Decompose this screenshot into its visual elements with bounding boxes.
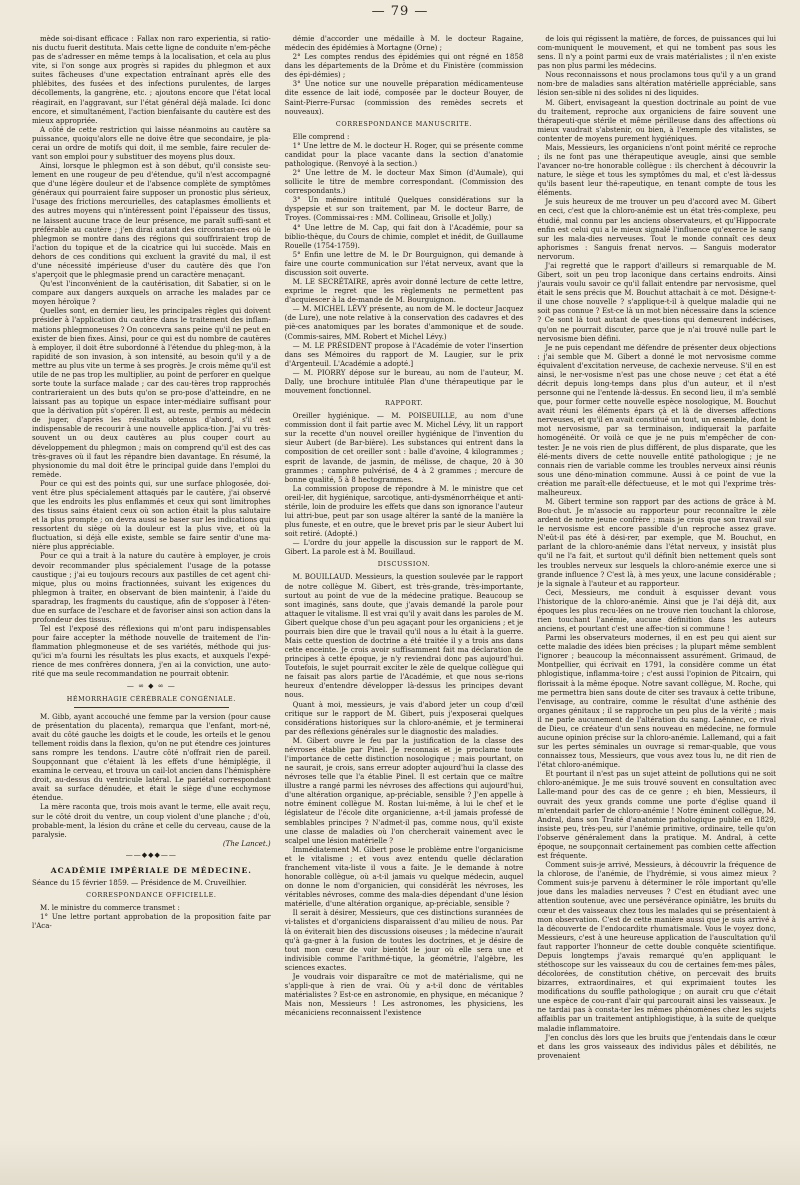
- page-folio: — 79 —: [371, 4, 429, 19]
- article-paragraph: 3° Une notice sur une nouvelle préparation médicamenteuse dite essence de lait iodé, composée par le docteur Bouyer, de Saint-Pierre-Fursac (commission des remèdes secrets et nouveaux).: [284, 79, 524, 116]
- article-paragraph: M. Gibert ouvre le feu par la justification de la classe des névroses établie par Pinel. Je reconnais et je proclame toute l'importance de cette distinction nosologique ; mais pourtant, on ne saurait, je crois, sans erreur adopter aujourd'hui la classe des névroses telle que l'a établie Pinel. Il est certain que ce maître illustre a rangé parmi les névroses des affections qui aujourd'hui, d'une altération organique, ap-préciable, sensible ? J'en appelle à notre éminent collègue M. Rostan lui-même, à lui le chef et le législateur de l'école dite organicienne, a-t-il jamais professé de semblables principes ? N'admet-il pas, comme nous, qu'il existe une classe de maladies où l'on chercherait vainement avec le scalpel une lésion matérielle ?: [284, 735, 524, 845]
- article-paragraph: A côté de cette restriction qui laisse néanmoins au cautère sa puissance, quoiqu'alors elle ne doive être que secondaire, je pla-cerai un ordre de motifs qui doit, il me semble, faire reculer de-vant son emploi pour y substituer des moyens plus doux.: [32, 124, 271, 162]
- article-paragraph: La mère raconta que, trois mois avant le terme, elle avait reçu, sur le côté droit du ventre, un coup violent d'une planche ; d'où, probable-ment, la lésion du crâne et celle du cerveau, cause de la paralysie.: [32, 802, 271, 839]
- article-paragraph: Je suis heureux de me trouver un peu d'accord avec M. Gibert en ceci, c'est que la chloro-anémie est un état très-complexe, peu étudié, mal connu par les anciens observateurs, et qu'Hippocrate enfin est celui qui a le mieux signalé l'influence qu'exerce le sang sur les mala-dies nerveuses. Tout le monde connaît ces deux aphorismes : Sanguis frenat nervos. — Sanguis moderator nervorum.: [537, 197, 777, 261]
- page-bottom-margin: [0, 1140, 800, 1185]
- section-ornament: — ∞ ◆ ∞ —: [126, 681, 176, 690]
- section-heading: HÉMORRHAGIE CÉRÉBRALE CONGÉNIALE.: [66, 694, 236, 703]
- article-paragraph: — L'ordre du jour appelle la discussion sur le rapport de M. Gibert. La parole est à M. Bouillaud.: [284, 538, 524, 557]
- article-paragraph: M. BOUILLAUD. Messieurs, la question soulevée par le rapport de notre collègue M. Gibert, est très-grande, très-importante, surtout au point de vue de la médecine pratique. Beaucoup se sont imaginés, sans doute, que j'avais demandé la parole pour attaquer le vitalisme. Il est vrai qu'il y avait dans les paroles de M. Gibert quelque chose d'un peu agaçant pour les organiciens ; et je pourrais bien dire que le travail qu'il nous a lu était à la guerre. Mais cette question de doctrine a été traitée il y a trois ans dans cette enceinte. Je crois avoir suffisamment fait ma déclaration de principes à cette époque, je n'y reviendrai donc pas aujourd'hui. Toutefois, le sujet pourrait exciter le zèle de quelque collègue qui ne faisait pas alors partie de l'Académie, et que nous se-rions heureux d'entendre développer là-dessus les principes devant nous.: [284, 572, 524, 700]
- column-left: [32, 34, 271, 1174]
- article-paragraph: Je ne puis cependant me défendre de présenter deux objections : j'ai semble que M. Gibert a donné le mot nervosisme comme équivalent d'excitation nerveuse, de cachexie nerveuse. S'il en est ainsi, le ner-vosisme n'est pas une chose neuve ; cet état a été décrit depuis long-temps dans plus d'un auteur, et il n'est personne qui ne l'entende là-dessus. En second lieu, il m'a semblé que, pour former cette nouvelle espèce nosologique, M. Bouchut avait réuni les éléments épars çà et là de diverses affections nerveuses, et qu'il en avait constitué un tout, un ensemble, dont le mot nervosisme, par sa terminaison, indiquerait la parfaite homogénéité. Or voilà ce que je ne puis m'empêcher de con-tester. Je ne vois rien de plus différent, de plus disparate, que les élé-ments divers de cette nouvelle entité pathologique ; je ne connais rien de variable comme les troubles nerveux ainsi réunis sous une déno-mination commune. Aussi à ce point de vue la création me paraît-elle défectueuse, et le mot qui l'exprime très-malheureux.: [537, 342, 777, 497]
- section-ornament: ——◆◆◆——: [125, 850, 177, 859]
- article-paragraph: La commission propose de répondre à M. le ministre que cet oreil-ler, dit hygiénique, sarcotique, anti-dysménorrhéique et anti-stérile, loin de produire les effets que dans son ignorance l'auteur lui attri-bue, peut par son usage altérer la santé de la manière la plus funeste, et en outre, que le brevet pris par le sieur Aubert lui soit retiré. (Adopté.): [284, 483, 524, 539]
- correspondence-line: 1° Une lettre portant approbation de la proposition faite par l'Aca-: [32, 912, 271, 931]
- article-paragraph: Elle comprend :: [292, 131, 350, 141]
- article-paragraph: Quant à moi, messieurs, je vais d'abord jeter un coup d'œil critique sur le rapport de M. Gibert, puis j'exposerai quelques considérations historiques sur la chloro-anémie, et je terminerai par des réflexions générales sur le diagnostic des maladies.: [284, 699, 524, 736]
- article-paragraph: Oreiller hygiénique. — M. POISEUILLE, au nom d'une commission dont il fait partie avec M. Michel Lévy, lit un rapport sur la recette d'un nouvel oreiller hygiénique de l'invention du sieur Aubert (de Bar-bière). Les substances qui entrent dans la composition de cet oreiller sont : balle d'avoine, 4 kilogrammes ; esprit de lavande, de jasmin, de mélisse, de chaque, 20 à 30 grammes ; camphre pulvérisé, de 4 à 2 grammes ; mercure de bonne qualité, 5 à 8 hectogrammes.: [284, 411, 524, 484]
- article-paragraph: de lois qui régissent la matière, de forces, de puissances qui lui com-muniquent le mouvement, et qui ne tombent pas sous les sens. Il n'y a point parmi eux de vrais matérialistes ; il n'en existe pas non plus parmi les médecins.: [537, 34, 777, 71]
- source-citation: (The Lancet.): [222, 838, 271, 848]
- session-line: Séance du 15 février 1859. — Présidence de M. Cruveilhier.: [32, 878, 247, 888]
- article-paragraph: Ceci, Messieurs, me conduit à esquisser devant vous l'historique de la chloro-anémie. Ainsi que je l'ai déjà dit, aux époques les plus recu-lées on ne trouve rien touchant la chlorose, rien touchant l'anémie, aucune définition dans les auteurs anciens, et pourtant c'est une affec-tion si commune !: [537, 587, 777, 634]
- article-paragraph: 5° Enfin une lettre de M. le Dr Bourguignon, qui demande à faire une courte communication sur l'état nerveux, avant que la discussion soit ouverte.: [284, 249, 524, 277]
- article-paragraph: J'en conclus dès lors que les bruits que j'entendais dans le cœur et dans les gros vaisseaux des individus pâles et débilités, ne provenaient: [537, 1032, 777, 1060]
- text-columns: [32, 34, 776, 1174]
- article-paragraph: Quelles sont, en dernier lieu, les principales règles qui doivent présider à l'application du cautère dans le traitement des inflam-mations phlegmoneuses ? On concevra sans peine qu'il ne peut en exister de bien fixes. Ainsi, pour ce qui est du nombre de cautères à employer, il doit être subordonné à l'étendue du phleg-mon, à la rapidité de son invasion, à son intensité, au besoin qu'il y a de mettre au plus vite un terme à ses progrès. Je crois même qu'il est utile de ne pas trop les multiplier, au point de perforer en quelque sorte toute la surface malade ; car des cau-tères trop rapprochés contrarieraient un des buts qu'on se pro-pose d'atteindre, en ne laissant pas au topique un espace inter-médiaire suffisant pour que la dérivation pût s'opérer. Il est, au reste, permis au médecin de juger, d'après les résultats obtenus d'abord, s'il est indispensable de recourir à une nouvelle applica-tion. J'ai vu très-souvent un ou deux cautères au plus couper court au développement du phlegmon ; mais on comprend qu'il est des cas très-graves où il faut les répandre bien davantage. En résumé, la physionomie du mal doit être le principal guide dans l'emploi du remède.: [32, 306, 271, 479]
- article-paragraph: Immédiatement M. Gibert pose le problème entre l'organicisme et le vitalisme ; et vous avez entendu quelle déclaration franchement vita-liste il vous a faite. Je le demande à notre honorable collègue, où a-t-il jamais vu quelque médecin, auquel on donne le nom d'organicien, qui considérât les névroses, les véritables névroses, comme des mala-dies dépendant d'une lésion matérielle, d'une altération organique, ap-préciable, sensible ?: [284, 844, 524, 909]
- article-paragraph: J'ai regretté que le rapport d'ailleurs si remarquable de M. Gibert, soit un peu trop laconique dans certains endroits. Ainsi j'aurais voulu savoir ce qu'il fallait entendre par nervosisme, quel était le sens précis que M. Bouchut attachait à ce mot. Désigne-t-il une chose nouvelle ? s'applique-t-il à quelque maladie qui ne soit pas connue ? Est-ce là un mot bien nécessaire dans la science ? Ce sont là tout autant de ques-tions qui demeurent indécises, qu'on ne pourrait discuter, parce que je n'ai trouvé nulle part le nervosisme bien défini.: [537, 260, 777, 343]
- article-paragraph: — M. LE PRÉSIDENT propose à l'Académie de voter l'insertion dans ses Mémoires du rapport de M. Laugier, sur le prix d'Argenteuil. L'Académie a adopté.]: [284, 340, 524, 368]
- article-paragraph: 4° Une lettre de M. Cap, qui fait don à l'Académie, pour sa biblio-thèque, du Cours de chimie, complet et inédit, de Guillaume Rouelle (1754-1759).: [284, 222, 524, 250]
- column-right: [537, 34, 776, 1174]
- article-paragraph: Nous reconnaissons et nous proclamons tous qu'il y a un grand nom-bre de maladies sans altération matérielle appréciable, sans lésion sen-sible ni des solides ni des liquides.: [537, 70, 777, 98]
- article-paragraph: M. LE SECRÉTAIRE, après avoir donné lecture de cette lettre, exprime le regret que les règlements ne permettent pas d'acquiescer à la de-mande de M. Bourguignon.: [284, 277, 524, 305]
- article-paragraph: Pour ce qui est des points qui, sur une surface phlogosée, doi-vent être plus spécialement attaqués par le cautère, j'ai observé que les endroits les plus enflammés et ceux qui sont limitrophes des tissus sains étaient ceux où son action était la plus salutaire et la plus prompte ; on devra aussi se baser sur les indications qui ressortent du siège où la douleur est la plus vive, et où la fluctuation, si déjà elle existe, semble se faire sentir d'une ma-nière plus appréciable.: [32, 478, 271, 552]
- correspondence-heading: CORRESPONDANCE OFFICIELLE.: [86, 891, 217, 900]
- article-paragraph: Qu'est l'inconvénient de la cautérisation, dit Sabatier, si on le compare aux dangers auxquels on arrache les malades par ce moyen héroïque ?: [32, 279, 271, 307]
- article-paragraph: démie d'accorder une médaille à M. le docteur Ragaine, médecin des épidémies à Mortagne (Orne) ;: [284, 34, 524, 53]
- article-paragraph: 3° Un mémoire intitulé Quelques considérations sur la dyspepsie et sur son traitement, par M. le docteur Barre, de Troyes. (Commissai-res : MM. Collineau, Grisolle et Jolly.): [284, 195, 524, 223]
- article-paragraph: Comment suis-je arrivé, Messieurs, à découvrir la fréquence de la chlorose, de l'anémie, de l'hydrémie, si vous aimez mieux ? Comment suis-je parvenu à déterminer le rôle important qu'elle joue dans les maladies nerveuses ? C'est en étudiant avec une attention soutenue, avec une persévérance opiniâtre, les bruits du cœur et des vaisseaux chez tous les malades qui se présentaient à mon observation. C'est de cette manière aussi que je suis arrivé à la découverte de l'endocardite rhumatismale. Vous le voyez donc, Messieurs, c'est à une heureuse application de l'auscultation qu'il faut rapporter l'honneur de cette double conquête scientifique. Depuis longtemps j'avais remarqué qu'en appliquant le stéthoscope sur les vaisseaux du cou de certaines fem-mes pâles, décolorées, de constitution chétive, on percevait des bruits bizarres, extraordinaires, et qui exprimaient toutes les modifications du souffle pathologique ; on aurait cru que c'était une espèce de cou-rant d'air qui parcourait ainsi les vaisseaux. Je ne tardai pas à consta-ter les mêmes phénomènes chez les sujets affaiblis par un traitement antiphlogistique, à la suite de quelque maladie inflammatoire.: [537, 860, 777, 1033]
- article-paragraph: M. Gibert termine son rapport par des actions de grâce à M. Bou-chut. Je m'associe au rapporteur pour reconnaître le zèle ardent de notre jeune confrère ; mais je crois que son travail sur le nervosisme est encore passible d'un reproche assez grave. N'eût-il pas été à dési-rer, par exemple, que M. Bouchut, en parlant de la chloro-anémie dans l'état nerveux, y insistât plus qu'il ne l'a fait, et surtout qu'il définît bien nettement quels sont les troubles nerveux sur lesquels la chloro-anémie exerce une si grande influence ? C'est là, à mes yeux, une lacune considérable ; je la signale à l'auteur et au rapporteur.: [537, 496, 777, 588]
- article-paragraph: 1° Une lettre de M. le docteur H. Roger, qui se présente comme candidat pour la place vacante dans la section d'anatomie pathologique. (Renvoyé à la section.): [284, 140, 524, 169]
- article-paragraph: Il serait à désirer, Messieurs, que ces distinctions surannées de vi-talistes et d'organiciens disparaissent d'au milieu de nous. Par là on éviterait bien des discussions oiseuses ; la médecine n'aurait qu'à ga-gner à la fusion de toutes les doctrines, et je désire de tout mon cœur de voir bientôt le jour où elle sera une et indivisible comme l'arithmé-tique, la géométrie, l'algèbre, les sciences exactes.: [284, 908, 524, 972]
- article-paragraph: Mais, Messieurs, les organiciens n'ont point mérité ce reproche ; ils ne font pas une thérapeutique aveugle, ainsi que semble l'avancer no-tre honorable collègue : ils cherchent à découvrir la nature, le siège et tous les symptômes du mal, et c'est là-dessus qu'ils basent leur thé-rapeutique, en tenant compte de tous les éléments.: [537, 142, 777, 198]
- report-heading: RAPPORT.: [384, 399, 424, 408]
- academy-title: ACADÉMIE IMPÉRIALE DE MÉDECINE.: [50, 865, 252, 875]
- article-paragraph: mède soi-disant efficace : Fallax non raro experientia, si ratio-nis ductu fuerit destituta. Mais cette ligne de conduite n'em-pêche pas de s'adresser en même temps à la localisation, et cela au plus vite, si l'on songe aux progrès si rapides du phlegmon et aux suites fâcheuses d'une expectation entraînant après elle des phlébites, des fusées et des infections purulentes, de larges décollements, la gangrène, etc. ; ajoutons encore que l'état local réagirait, en l'aggravant, sur l'état général déjà malade. Ici donc encore, et simultanément, l'action bienfaisante du cautère est des mieux appropriée.: [32, 34, 271, 125]
- heading-rule: [74, 707, 229, 708]
- column-middle: [285, 34, 524, 1174]
- article-paragraph: Ainsi, lorsque le phlegmon est à son début, qu'il consiste seu-lement en une rougeur de peu d'étendue, qu'il n'est accompagné que d'une légère douleur et de l'absence complète de symptômes généraux qui pourraient faire supposer un pronostic plus sérieux, l'usage des frictions mercurielles, des cataplasmes émollients et des autres moyens qui n'intéressent point l'épaisseur des tissus, ne laissent aucune trace de leur présence, me paraît suffi-sant et préférable au cautère ; j'en dirai autant des circonstan-ces où le phlegmon se montre dans des régions qui souffriraient trop de l'action du topique et de la cicatrice qui lui succède. Mais en dehors de ces conditions qui excluent la gravité du mal, il est d'une nécessité impérieuse d'user du cautère dès que l'on s'aperçoit que le phlegmasie prend un caractère menaçant.: [32, 161, 271, 280]
- article-paragraph: — M. PIORRY dépose sur le bureau, au nom de l'auteur, M. Dally, une brochure intitulée Plan d'une thérapeutique par le mouvement fonctionnel.: [284, 367, 524, 395]
- article-paragraph: Je voudrais voir disparaître ce mot de matérialisme, qui ne s'appli-que à rien de vrai. Où y a-t-il donc de véritables matérialistes ? Est-ce en astronomie, en physique, en mécanique ? Mais non, Messieurs ! Les astronomes, les physiciens, les mécaniciens reconnaissent l'existence: [284, 971, 524, 1018]
- article-paragraph: M. Gibb, ayant accouché une femme par la version (pour cause de présentation du placenta), remarqua que l'enfant, mort-né, avait du côté gauche les doigts et le coude, les orteils et le genou tellement roidis dans la flexion, qu'on ne put étendre ces jointures sans rompre les tendons. L'autre côté n'offrait rien de pareil. Soupçonnant que c'étaient là les effets d'une hémiplégie, il examina le cerveau, et trouva un cail-lot ancien dans l'hémisphère droit, au-dessus du ventricule latéral. Le pariétal correspondant avait sa surface dénudée, et était le siège d'une ecchymose étendue.: [32, 711, 271, 803]
- correspondence-line: M. le ministre du commerce transmet :: [40, 903, 180, 913]
- article-paragraph: 2° Une lettre de M. le docteur Max Simon (d'Aumale), qui sollicite le titre de membre correspondant. (Commission des correspondants.): [284, 168, 524, 196]
- article-paragraph: Tel est l'exposé des réflexions qui m'ont paru indispensables pour faire accepter la méthode nouvelle de traitement de l'in-flammation phlegmoneuse et de ses variétés, méthode qui jus-qu'ici m'a fourni les résultats les plus exacts, et auxquels l'expé-rience de mes confrères donnera, j'en ai la conviction, une auto-rité que ma seule recommandation ne pourrait obtenir.: [32, 624, 271, 679]
- article-paragraph: Pour ce qui a trait à la nature du cautère à employer, je crois devoir recommander plus spécialement l'usage de la potasse caustique ; j'ai eu toujours recours aux pastilles de cet agent chi-mique, plus ou moins fractionnées, suivant les exigences du phlegmon à traiter, en observant de bien maintenir, à l'aide du sparadrap, les fragments du caustique, afin de s'opposer à l'éten-due en surface de l'eschare et de favoriser ainsi son action dans la profondeur des tissus.: [32, 551, 271, 624]
- discussion-heading: DISCUSSION.: [377, 560, 431, 569]
- article-paragraph: 2° Les comptes rendus des épidémies qui ont régné en 1858 dans les départements de la Drôme et du Finistère (commission des épi-démies) ;: [284, 52, 524, 80]
- article-paragraph: Parmi les observateurs modernes, il en est peu qui aient sur cette maladie des idées bien précises ; la plupart même semblent l'ignorer ; beaucoup la méconnaissent assurément. Grimaud, de Montpellier, qui écrivait en 1791, la considère comme un état phlogistique, inflamma-toire ; c'est aussi l'opinion de Pitcairn, qui florissait à la même époque. Notre savant collègue, M. Roche, qui me permettra bien sans doute de citer ses travaux à cette tribune, l'envisage, au contraire, comme le résultat d'une asthénie des organes génitaux ; il se rapproche un peu plus de la vérité ; mais il ne parle aucunement de l'altération du sang. Laënnec, ce rival de Dieu, ce créateur d'un sens nouveau en médecine, ne formule aucune opinion précise sur la chloro-anémie. Lallemand, qui a fait sur les pertes séminales un ouvrage si remar-quable, que vous connaissez tous, Messieurs, que vous avez tous lu, ne dit rien de l'état chloro-anémique.: [537, 633, 777, 770]
- article-paragraph: — M. MICHEL LÉVY présente, au nom de M. le docteur Jacquez (de Lure), une note relative à la conservation des cadavres et des piè-ces anatomiques par les borates d'ammonique et de soude. (Commis-saires, MM. Robert et Michel Lévy.): [284, 304, 524, 341]
- article-paragraph: Et pourtant il n'est pas un sujet atteint de pollutions qui ne soit chloro-anémique. Je me suis trouvé souvent en consultation avec Lalle-mand pour des cas de ce genre ; eh bien, Messieurs, il ouvrait des yeux grands comme une porte d'église quand il m'entendait parler de chloro-anémie ! Notre éminent collègue, M. Andral, dans son Traité d'anatomie pathologique publié en 1829, insiste peu, très-peu, sur l'anémie primitive, ordinaire, telle qu'on l'observe généralement dans la pratique. M. Andral, à cette époque, ne soupçonnait certainement pas combien cette affection est fréquente.: [537, 769, 777, 861]
- article-paragraph: M. Gibert, envisageant la question doctrinale au point de vue du traitement, reproche aux organiciens de faire souvent une thérapeuti-que stérile et même périlleuse dans des affections où mieux vaudrait s'abstenir, ou bien, à l'exemple des vitalistes, se contenter de moyens purement hygiéniques.: [537, 97, 777, 143]
- manuscript-heading: CORRESPONDANCE MANUSCRITE.: [335, 119, 473, 128]
